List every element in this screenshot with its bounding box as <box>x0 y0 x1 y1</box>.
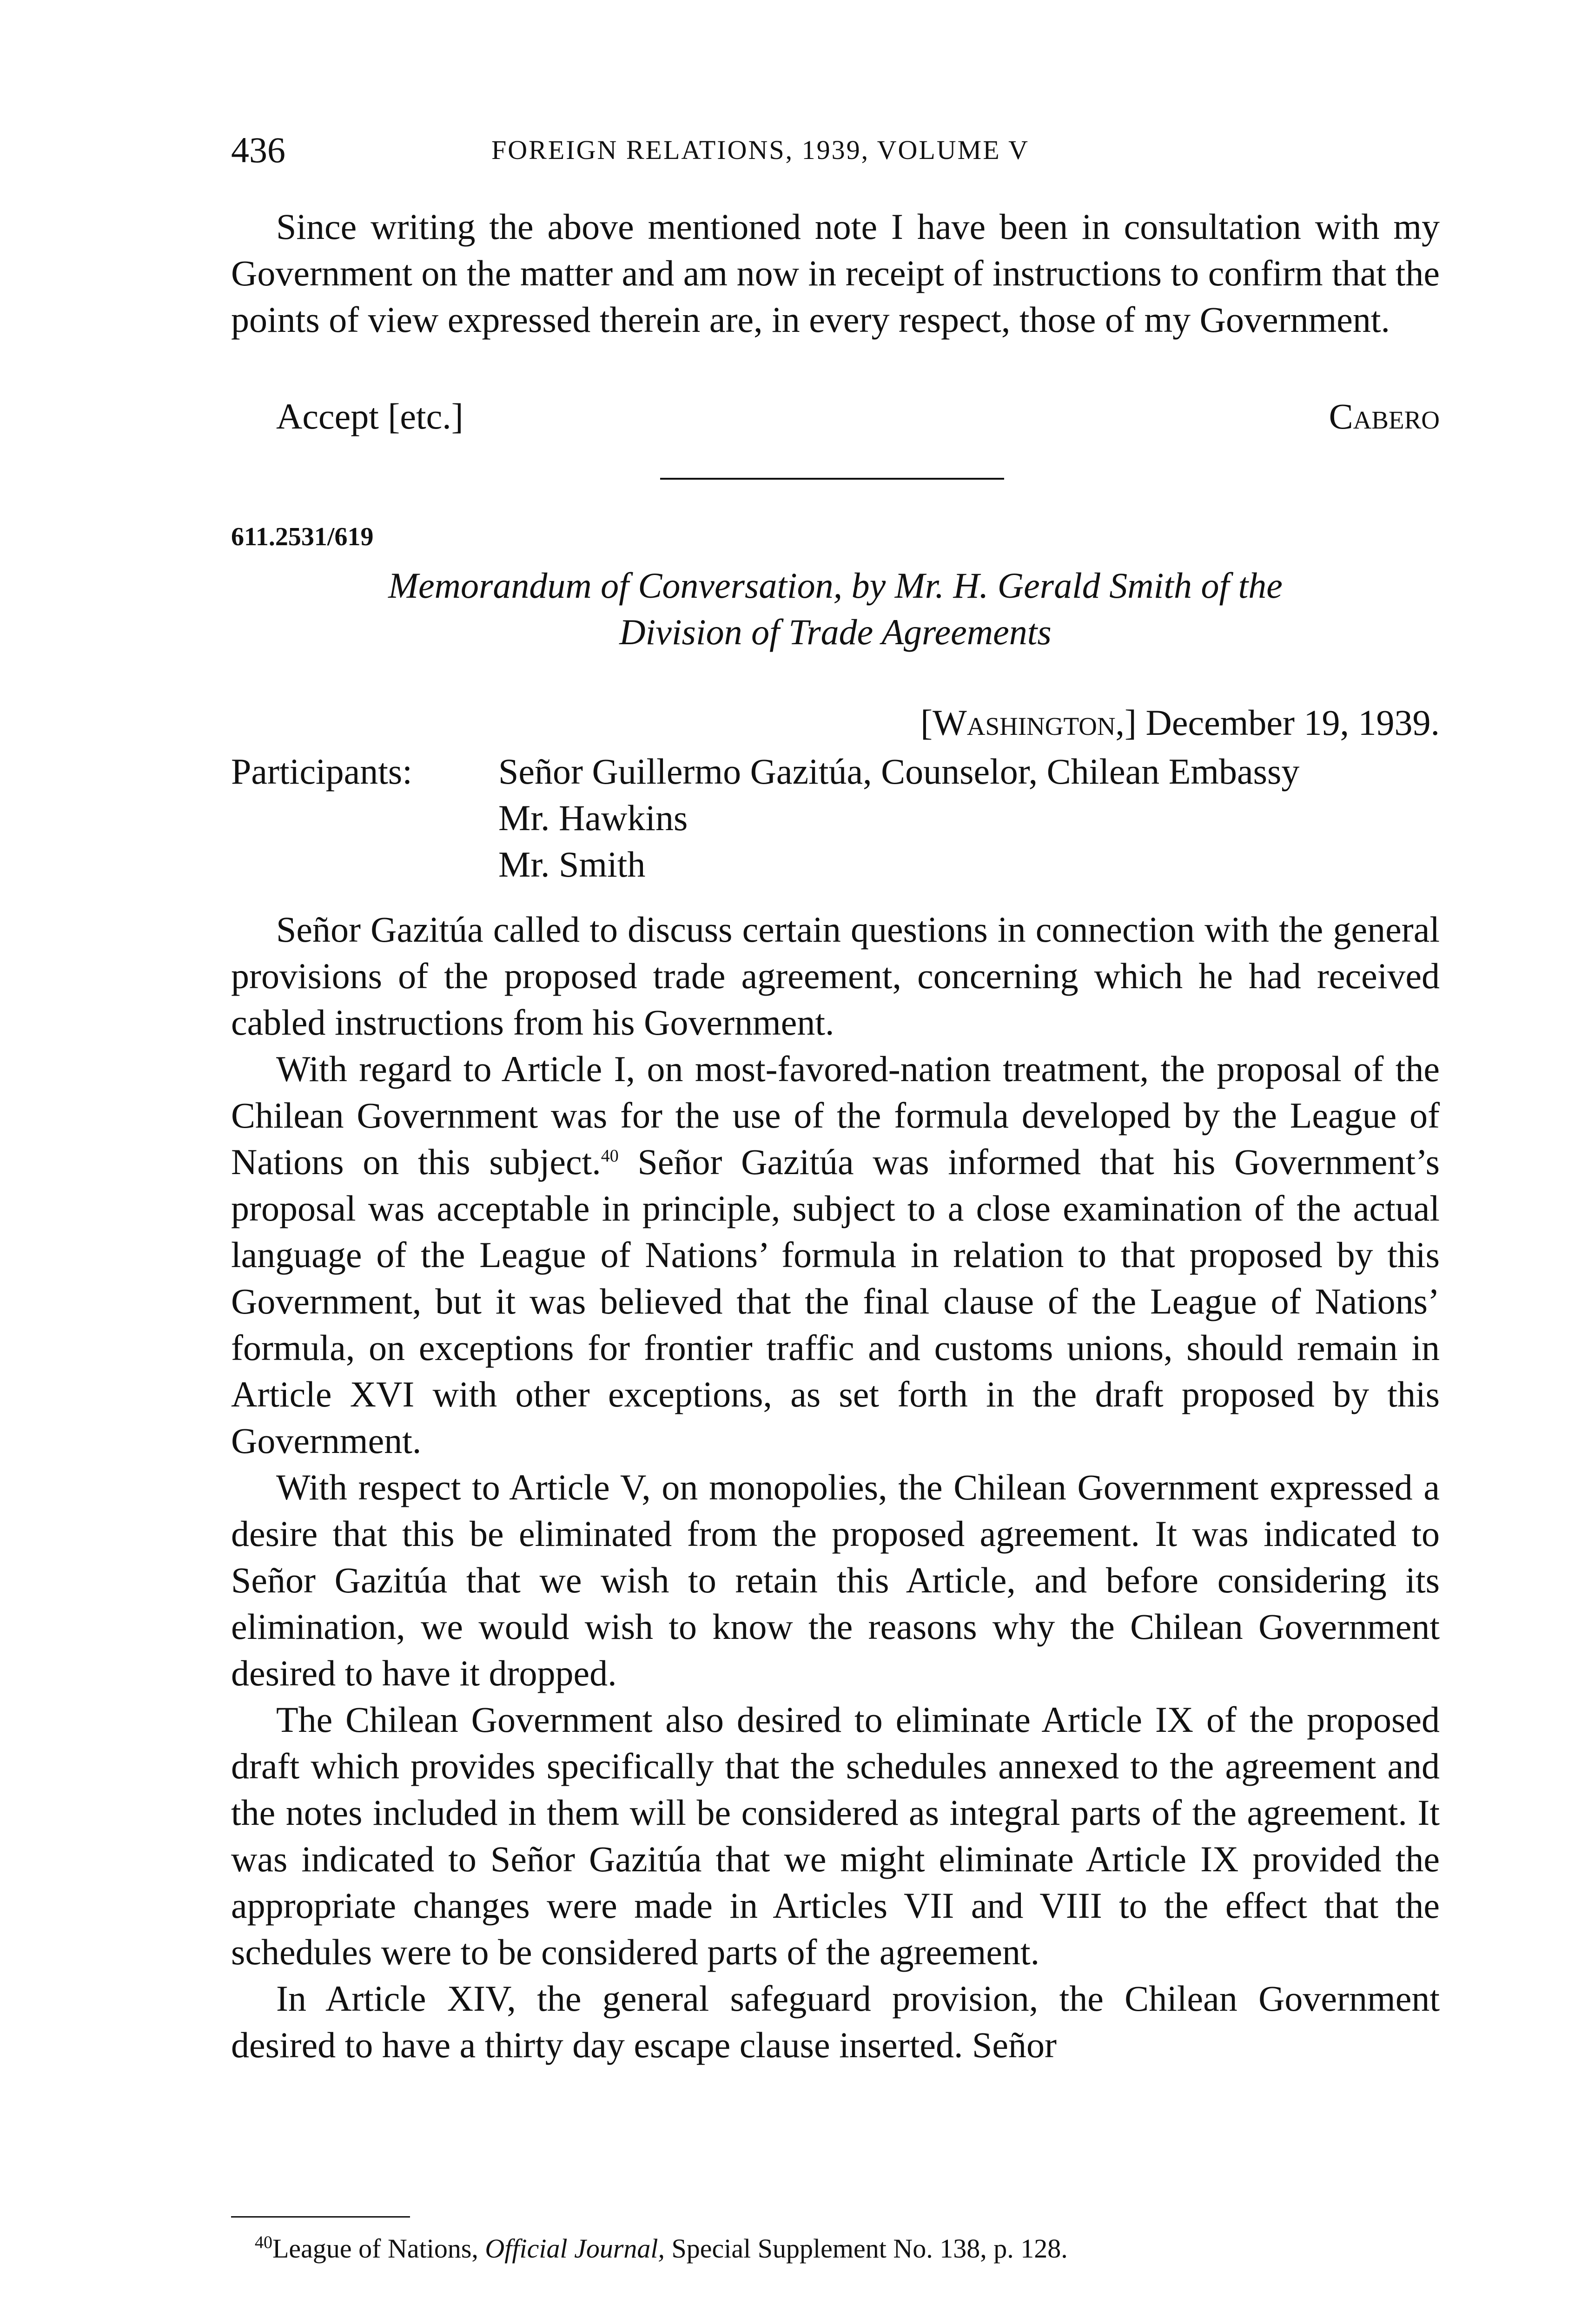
document-title-line-1: Memorandum of Conversation, by Mr. H. Gerald Smith of the <box>388 565 1283 606</box>
footnote-text: League of Nations, <box>272 2233 478 2264</box>
participant-item: Mr. Hawkins <box>498 798 688 838</box>
footnote <box>255 2230 1440 2267</box>
opening-paragraph: Since writing the above mentioned note I have been in consultation with my Government on the matter and am now in receipt of instructions to confirm that the points of view expressed therein are, in every respect, those of my Government. <box>231 206 1440 340</box>
footnote-marker: 40 <box>255 2232 272 2252</box>
participant-item: Señor Guillermo Gazitúa, Counselor, Chilean Embassy <box>498 751 1300 792</box>
footnote-reference: 40 <box>601 1146 619 1166</box>
file-number: 611.2531/619 <box>231 522 374 551</box>
signature: Cabero <box>1329 396 1440 436</box>
paragraph-text: Señor Gazitúa was informed that his Government’s proposal was acceptable in principle, subject to a close examination of the actual language of the League of Nations’ formula in relation to that proposed by this Government, but it was believed that the final clause of the League of Nations’ formula, on exceptions for frontier traffic and customs unions, should remain in Article XVI with other exceptions, as set forth in the draft proposed by this Government. <box>231 1142 1440 1461</box>
document-title-line-2: Division of Trade Agreements <box>619 612 1052 652</box>
memorandum-body <box>231 906 1440 2068</box>
page-number: 436 <box>231 130 285 170</box>
body-paragraph: The Chilean Government also desired to eliminate Article IX of the proposed draft which provides specifically that the schedules annexed to the agreement and the notes included in them will be considered as integral parts of the agreement. It was indicated to Señor Gazitúa that we might eliminate Article IX provided the appropriate changes were made in Articles VII and VIII to the effect that the schedules were to be considered parts of the agreement. <box>231 1699 1440 1972</box>
footnote-divider <box>231 2216 410 2218</box>
body-paragraph: With respect to Article V, on monopolies, the Chilean Government expressed a desire that this be eliminated from the proposed agreement. It was indicated to Señor Gazitúa that we wish to retain this Article, and before considering its elimination, we would wish to know the reasons why the Chilean Government desired to have it dropped. <box>231 1467 1440 1693</box>
footnote-citation: Special Supplement No. 138, p. 128. <box>671 2233 1068 2264</box>
running-head: FOREIGN RELATIONS, 1939, VOLUME V <box>491 135 1029 165</box>
participants-list <box>498 748 1440 888</box>
opening-text <box>231 204 1440 343</box>
page-header <box>231 125 1440 176</box>
dateline <box>920 700 1440 746</box>
footnote-journal-title: Official Journal, <box>485 2233 665 2264</box>
body-paragraph: In Article XIV, the general safeguard provision, the Chilean Government desired to have a thirty day escape clause inserted. Señor <box>231 1978 1440 2065</box>
paragraph-text: With regard to Article I, on most-favored-nation treatment, the proposal of the Chilean Government was for the use of the formula developed by the League of Nations on this subject. <box>231 1049 1440 1182</box>
body-paragraph <box>231 1046 1440 1464</box>
participant-item: Mr. Smith <box>498 844 646 885</box>
body-paragraph: Señor Gazitúa called to discuss certain questions in connection with the general provisions of the proposed trade agreement, concerning which he had received cabled instructions from his Government. <box>231 909 1440 1043</box>
dateline-date: December 19, 1939. <box>1145 702 1440 743</box>
closing-phrase: Accept [etc.] <box>276 396 463 436</box>
document-title <box>231 562 1440 655</box>
dateline-place: [Washington,] <box>920 702 1137 743</box>
participants-label: Participants: <box>231 751 412 792</box>
section-divider <box>660 478 1004 480</box>
